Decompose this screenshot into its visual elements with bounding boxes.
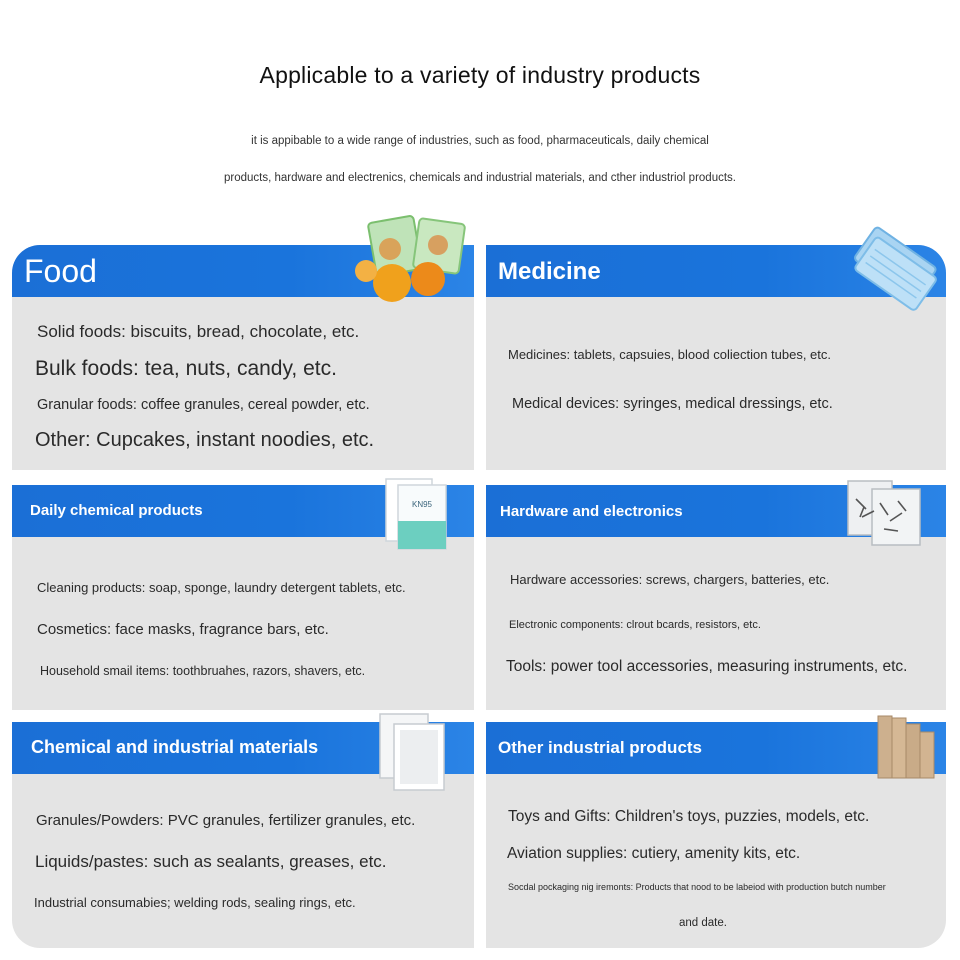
list-item: Liquids/pastes: such as sealants, greases, etc. bbox=[35, 852, 387, 871]
intro-text-line-1: it is appibable to a wide range of industries, such as food, pharmaceuticals, daily chemical bbox=[251, 135, 709, 147]
list-item: Tools: power tool accessories, measuring instruments, etc. bbox=[506, 658, 908, 675]
intro-text-line-2: products, hardware and electrenics, chemicals and industrial materials, and cther industriol products. bbox=[223, 172, 736, 184]
list-item: Socdal pockaging nig iremonts: Products that nood to be labeiod with production butch number bbox=[508, 882, 886, 892]
list-item: Bulk foods: tea, nuts, candy, etc. bbox=[35, 357, 337, 380]
card-title-chemical: Chemical and industrial materials bbox=[31, 737, 319, 757]
card-title-food: Food bbox=[24, 253, 97, 289]
list-item: Toys and Gifts: Children's toys, puzzies, models, etc. bbox=[508, 808, 870, 825]
card-title-daily-chemical: Daily chemical products bbox=[30, 502, 203, 519]
card-daily-chemical bbox=[12, 485, 474, 710]
list-item: Medical devices: syringes, medical dressings, etc. bbox=[512, 396, 833, 412]
list-item: Household smail items: toothbruahes, razors, shavers, etc. bbox=[40, 664, 366, 678]
list-item: Solid foods: biscuits, bread, chocolate, etc. bbox=[37, 322, 360, 341]
list-item: Hardware accessories: screws, chargers, batteries, etc. bbox=[510, 572, 830, 587]
card-title-hardware: Hardware and electronics bbox=[500, 503, 683, 520]
card-title-medicine: Medicine bbox=[498, 258, 601, 285]
card-food bbox=[12, 245, 474, 470]
pouch-icon bbox=[376, 712, 452, 794]
list-item: Other: Cupcakes, instant noodies, etc. bbox=[35, 429, 375, 451]
list-item: Electronic components: clrout bcards, resistors, etc. bbox=[509, 619, 761, 631]
boxes-icon bbox=[874, 714, 938, 786]
card-hardware bbox=[486, 485, 946, 710]
card-chemical-industrial bbox=[12, 722, 474, 948]
list-item: Cleaning products: soap, sponge, laundry detergent tablets, etc. bbox=[37, 580, 406, 595]
fruit-bag-icon bbox=[352, 215, 470, 307]
list-item: and date. bbox=[679, 917, 727, 929]
face-mask-icon bbox=[838, 217, 948, 317]
card-medicine bbox=[486, 245, 946, 470]
card-title-other: Other industrial products bbox=[498, 738, 703, 757]
sachet-label: KN95 bbox=[411, 500, 433, 509]
list-item: Granules/Powders: PVC granules, fertilizer granules, etc. bbox=[36, 812, 416, 829]
list-item: Cosmetics: face masks, fragrance bars, etc. bbox=[37, 621, 329, 638]
screw-bag-icon bbox=[844, 477, 924, 549]
sachet-icon bbox=[384, 477, 450, 551]
card-other-industrial bbox=[486, 722, 946, 948]
list-item: Medicines: tablets, capsuies, blood coliection tubes, etc. bbox=[508, 347, 832, 362]
list-item: Aviation supplies: cutiery, amenity kits, etc. bbox=[507, 845, 801, 862]
list-item: Industrial consumabies; welding rods, sealing rings, etc. bbox=[34, 895, 356, 910]
page-title: Applicable to a variety of industry products bbox=[259, 62, 701, 88]
list-item: Granular foods: coffee granules, cereal powder, etc. bbox=[37, 397, 370, 413]
